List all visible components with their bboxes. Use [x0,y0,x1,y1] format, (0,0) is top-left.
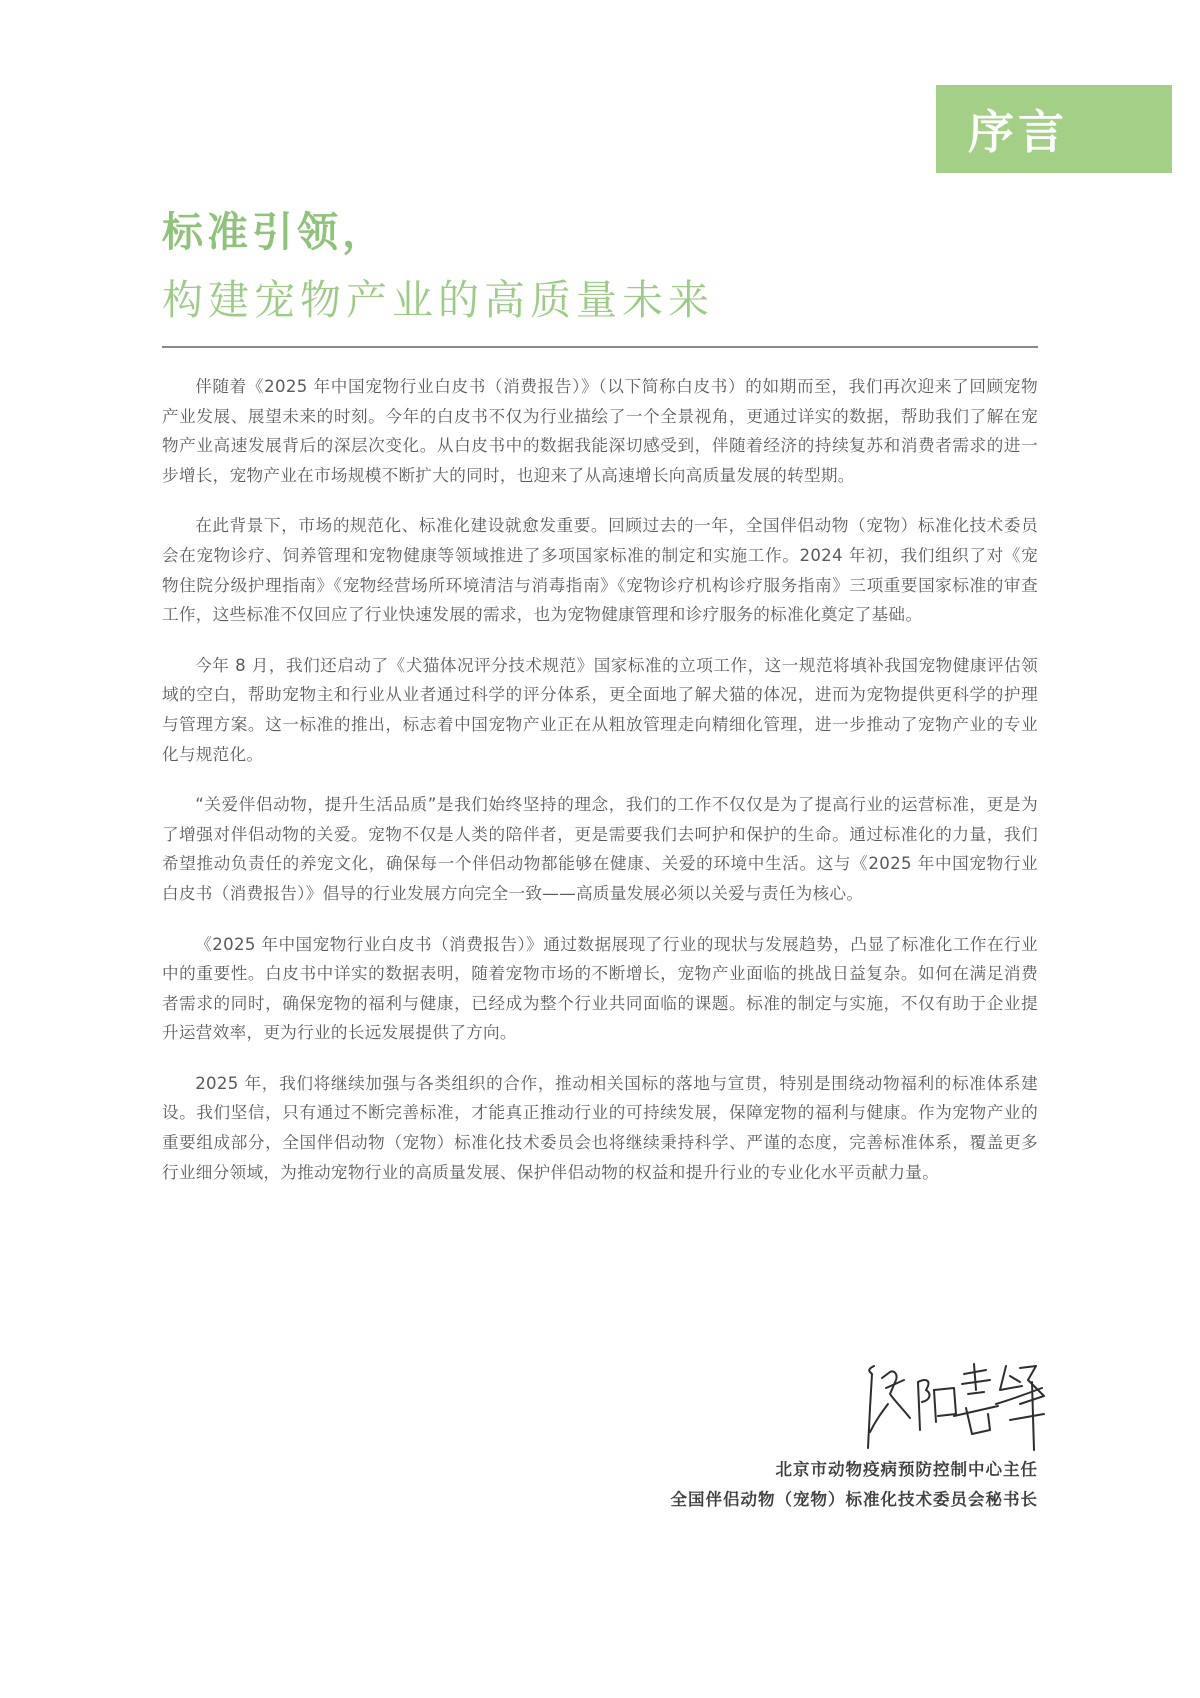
paragraph: 2025 年，我们将继续加强与各类组织的合作，推动相关国标的落地与宣贯，特别是围绕动物福利的标准体系建设。我们坚信，只有通过不断完善标准，才能真正推动行业的可持续发展，保障宠物的福利与健康。作为宠物产业的重要组成部分，全国伴侣动物（宠物）标准化技术委员会也将继续秉持科学、严谨的态度，完善标准体系，覆盖更多行业细分领域，为推动宠物行业的高质量发展、保护伴侣动物的权益和提升行业的专业化水平贡献力量。 [162,1073,1038,1182]
page-title: 标准引领， [162,208,387,256]
page-subtitle: 构建宠物产业的高质量未来 [162,276,714,324]
section-badge [936,85,1172,173]
paragraph: 在此背景下，市场的规范化、标准化建设就愈发重要。回顾过去的一年，全国伴侣动物（宠物）标准化技术委员会在宠物诊疗、饲养管理和宠物健康等领域推进了多项国家标准的制定和实施工作。2024 年初，我们组织了对《宠物住院分级护理指南》《宠物经营场所环境清洁与消毒指南》《宠物诊疗机构诊疗服务指南》三项重要国家标准的审查工作，这些标准不仅回应了行业快速发展的需求，也为宠物健康管理和诊疗服务的标准化奠定了基础。 [162,516,1038,625]
preface-body [162,372,1038,1208]
handwritten-signature-icon [860,1360,1050,1455]
paragraph: 《2025 年中国宠物行业白皮书（消费报告）》通过数据展现了行业的现状与发展趋势，凸显了标准化工作在行业中的重要性。白皮书中详实的数据表明，随着宠物市场的不断增长，宠物产业面临的挑战日益复杂。如何在满足消费者需求的同时，确保宠物的福利与健康，已经成为整个行业共同面临的课题。标准的制定与实施，不仅有助于企业提升运营效率，更为行业的长远发展提供了方向。 [162,934,1038,1043]
paragraph: “关爱伴侣动物，提升生活品质”是我们始终坚持的理念，我们的工作不仅仅是为了提高行业的运营标准，更是为了增强对伴侣动物的关爱。宠物不仅是人类的陪伴者，更是需要我们去呵护和保护的生命。通过标准化的力量，我们希望推动负责任的养宠文化，确保每一个伴侣动物都能够在健康、关爱的环境中生活。这与《2025 年中国宠物行业白皮书（消费报告）》倡导的行业发展方向完全一致——高质量发展必须以关爱与责任为核心。 [162,795,1038,903]
title-divider [162,346,1038,348]
signatory-title-2: 全国伴侣动物（宠物）标准化技术委员会秘书长 [670,1490,1038,1509]
section-badge-label: 序言 [968,105,1068,159]
signatory-title-1: 北京市动物疫病预防控制中心主任 [775,1460,1038,1479]
paragraph: 伴随着《2025 年中国宠物行业白皮书（消费报告）》（以下简称白皮书）的如期而至，我们再次迎来了回顾宠物产业发展、展望未来的时刻。今年的白皮书不仅为行业描绘了一个全景视角，更通过详实的数据，帮助我们了解在宠物产业高速发展背后的深层次变化。从白皮书中的数据我能深切感受到，伴随着经济的持续复苏和消费者需求的进一步增长，宠物产业在市场规模不断扩大的同时，也迎来了从高速增长向高质量发展的转型期。 [162,377,1038,485]
paragraph: 今年 8 月，我们还启动了《犬猫体况评分技术规范》国家标准的立项工作，这一规范将填补我国宠物健康评估领域的空白，帮助宠物主和行业从业者通过科学的评分体系，更全面地了解犬猫的体况，进而为宠物提供更科学的护理与管理方案。这一标准的推出，标志着中国宠物产业正在从粗放管理走向精细化管理，进一步推动了宠物产业的专业化与规范化。 [162,655,1038,764]
